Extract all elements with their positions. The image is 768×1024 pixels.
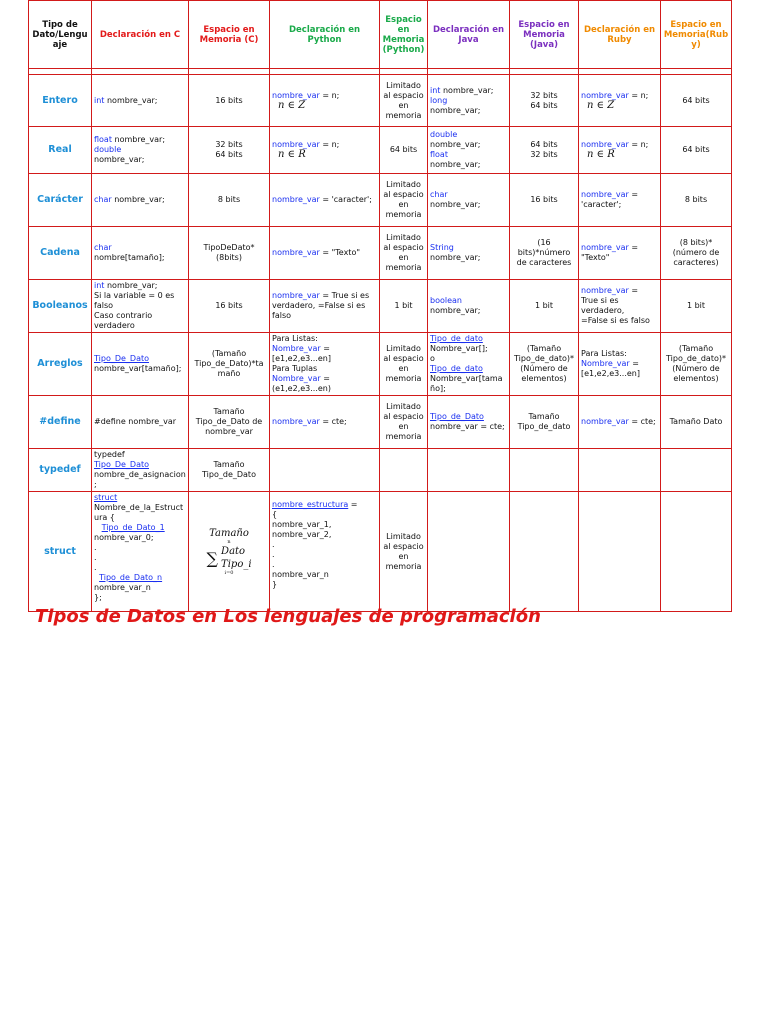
table-row (29, 75, 732, 127)
row-title: Cadena (29, 227, 92, 280)
header-mem-c: Espacio en Memoria (C) (189, 1, 270, 69)
mem-python-cell: Limitado al espacio en memoria (380, 396, 428, 449)
mem-ruby-cell: Tamaño Dato (661, 396, 732, 449)
row-title: #define (29, 396, 92, 449)
header-decl-python: Declaración en Python (270, 1, 380, 69)
mem-c-cell: (Tamaño Tipo_de_Dato)*tamaño (189, 333, 270, 396)
decl-c-cell: Tipo_De_Dato nombre_var[tamaño]; (92, 333, 189, 396)
mem-ruby-cell: (8 bits)*(número de caracteres) (661, 227, 732, 280)
header-row (29, 1, 732, 69)
decl-java-cell: boolean nombre_var; (428, 280, 510, 333)
mem-java-cell: (Tamaño Tipo_de_dato)*(Número de elementos) (510, 333, 579, 396)
row-title: typedef (29, 449, 92, 492)
decl-python-cell: nombre_var = True si es verdadero, =False si es falso (270, 280, 380, 333)
types-table-sheet (28, 0, 731, 602)
decl-java-cell: char nombre_var; (428, 174, 510, 227)
header-tipo: Tipo de Dato/Lenguaje (29, 1, 92, 69)
decl-ruby-cell: nombre_var = True si es verdadero, =False si es falso (579, 280, 661, 333)
header-mem-java: Espacio en Memoria (Java) (510, 1, 579, 69)
mem-c-cell: 16 bits (189, 280, 270, 333)
row-title: Booleanos (29, 280, 92, 333)
mem-java-cell: 16 bits (510, 174, 579, 227)
mem-python-cell: Limitado al espacio en memoria (380, 75, 428, 127)
row-title: Real (29, 127, 92, 174)
decl-java-cell: int nombre_var; long nombre_var; (428, 75, 510, 127)
decl-java-cell: double nombre_var; float nombre_var; (428, 127, 510, 174)
mem-c-cell: 8 bits (189, 174, 270, 227)
decl-python-cell: nombre_var = n; n ∈ Z (270, 75, 380, 127)
decl-python-cell: nombre_var = n; n ∈ R (270, 127, 380, 174)
table-row (29, 492, 732, 612)
decl-python-cell: nombre_var = 'caracter'; (270, 174, 380, 227)
decl-ruby-cell (579, 449, 661, 492)
decl-python-cell: Para Listas: Nombre_var = [e1,e2,e3...en] Para Tuplas Nombre_var = (e1,e2,e3...en) (270, 333, 380, 396)
table-row (29, 333, 732, 396)
decl-ruby-cell: nombre_var = 'caracter'; (579, 174, 661, 227)
decl-java-cell: Tipo_de_Dato nombre_var = cte; (428, 396, 510, 449)
decl-java-cell: Tipo_de_dato Nombre_var[]; o Tipo_de_dato Nombre_var[tamaño]; (428, 333, 510, 396)
mem-python-cell: Limitado al espacio en memoria (380, 227, 428, 280)
row-title: Carácter (29, 174, 92, 227)
decl-ruby-cell (579, 492, 661, 612)
sigma-icon: ∑ (206, 548, 218, 568)
mem-ruby-cell: 8 bits (661, 174, 732, 227)
mem-python-cell: Limitado al espacio en memoria (380, 174, 428, 227)
decl-python-cell: nombre_estructura = { nombre_var_1, nombre_var_2, . . . nombre_var_n } (270, 492, 380, 612)
page-caption: Tipos de Datos en Los lenguajes de programación (35, 606, 541, 627)
header-mem-python: Espacio en Memoria (Python) (380, 1, 428, 69)
decl-java-cell (428, 492, 510, 612)
mem-c-cell: Tamaño Tipo_de_Dato (189, 449, 270, 492)
header-decl-ruby: Declaración en Ruby (579, 1, 661, 69)
row-title: struct (29, 492, 92, 612)
mem-java-cell: 1 bit (510, 280, 579, 333)
decl-c-cell: int nombre_var; Si la variable = 0 es falso Caso contrario verdadero (92, 280, 189, 333)
mem-python-cell: Limitado al espacio en memoria (380, 333, 428, 396)
table-row (29, 280, 732, 333)
table-row (29, 174, 732, 227)
mem-java-cell: 64 bits 32 bits (510, 127, 579, 174)
mem-java-cell: 32 bits 64 bits (510, 75, 579, 127)
decl-python-cell (270, 449, 380, 492)
header-mem-ruby: Espacio en Memoria(Ruby) (661, 1, 732, 69)
decl-c-cell: struct Nombre_de_la_Estructura { Tipo_de_Dato_1 nombre_var_0; . . . Tipo_de_Dato_n nombre_var_n }; (92, 492, 189, 612)
mem-c-cell (189, 492, 270, 612)
mem-python-cell: Limitado al espacio en memoria (380, 492, 428, 612)
header-decl-java: Declaración en Java (428, 1, 510, 69)
mem-c-cell: Tamaño Tipo_de_Dato de nombre_var (189, 396, 270, 449)
mem-ruby-cell: 64 bits (661, 127, 732, 174)
header-decl-c: Declaración en C (92, 1, 189, 69)
decl-python-cell: nombre_var = "Texto" (270, 227, 380, 280)
decl-c-cell: char nombre[tamaño]; (92, 227, 189, 280)
decl-c-cell: typedef Tipo_De_Dato nombre_de_asignacion; (92, 449, 189, 492)
summation-formula: Tamaño n ∑ Dato Tipo_i i=0 (206, 528, 252, 576)
decl-python-cell: nombre_var = cte; (270, 396, 380, 449)
mem-java-cell: (16 bits)*número de caracteres (510, 227, 579, 280)
mem-python-cell (380, 449, 428, 492)
decl-ruby-cell: nombre_var = cte; (579, 396, 661, 449)
mem-c-cell: 32 bits 64 bits (189, 127, 270, 174)
mem-java-cell (510, 492, 579, 612)
decl-c-cell: char nombre_var; (92, 174, 189, 227)
decl-ruby-cell: nombre_var = n; n ∈ R (579, 127, 661, 174)
mem-java-cell (510, 449, 579, 492)
decl-ruby-cell: nombre_var = "Texto" (579, 227, 661, 280)
decl-java-cell (428, 449, 510, 492)
mem-ruby-cell: 1 bit (661, 280, 732, 333)
table-row (29, 127, 732, 174)
table-row (29, 227, 732, 280)
decl-java-cell: String nombre_var; (428, 227, 510, 280)
mem-python-cell: 1 bit (380, 280, 428, 333)
mem-ruby-cell: (Tamaño Tipo_de_dato)*(Número de elementos) (661, 333, 732, 396)
mem-ruby-cell (661, 492, 732, 612)
table-row (29, 449, 732, 492)
decl-ruby-cell: nombre_var = n; n ∈ Z (579, 75, 661, 127)
decl-c-cell: float nombre_var; double nombre_var; (92, 127, 189, 174)
decl-c-cell: #define nombre_var (92, 396, 189, 449)
decl-c-cell: int nombre_var; (92, 75, 189, 127)
mem-c-cell: TipoDeDato*(8bits) (189, 227, 270, 280)
table-row (29, 396, 732, 449)
mem-ruby-cell: 64 bits (661, 75, 732, 127)
decl-ruby-cell: Para Listas: Nombre_var = [e1,e2,e3...en] (579, 333, 661, 396)
types-table (28, 0, 732, 612)
mem-python-cell: 64 bits (380, 127, 428, 174)
row-title: Entero (29, 75, 92, 127)
mem-ruby-cell (661, 449, 732, 492)
row-title: Arreglos (29, 333, 92, 396)
mem-java-cell: Tamaño Tipo_de_dato (510, 396, 579, 449)
mem-c-cell: 16 bits (189, 75, 270, 127)
